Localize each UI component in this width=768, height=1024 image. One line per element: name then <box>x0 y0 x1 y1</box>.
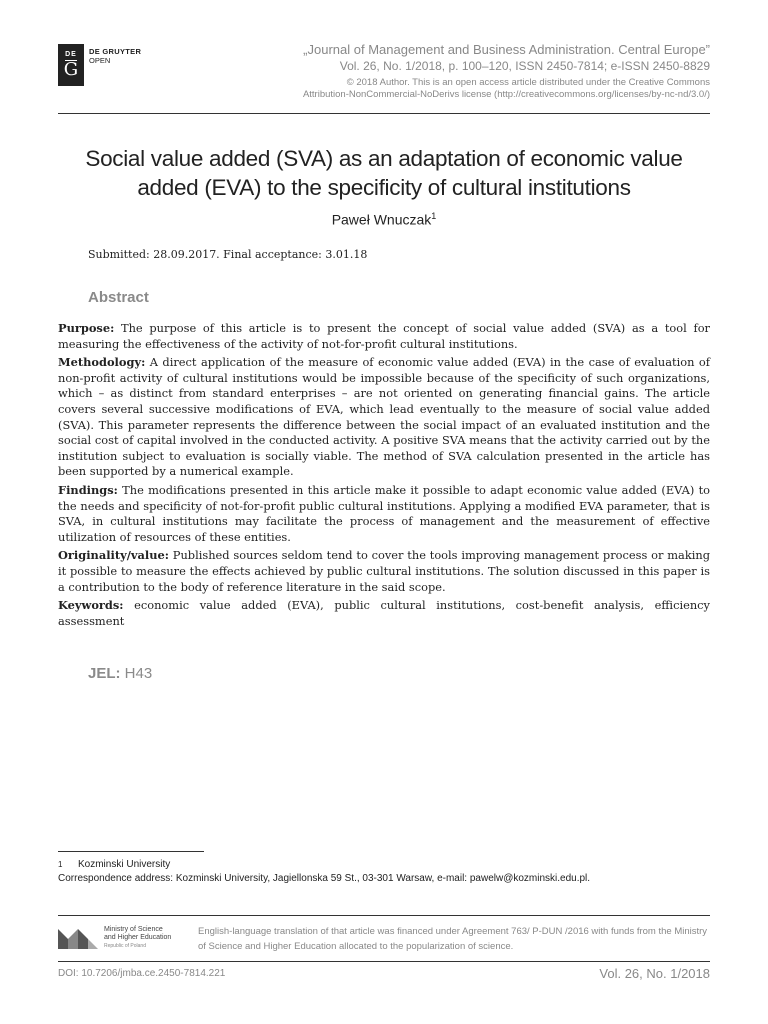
methodology-text: A direct application of the measure of economic value added (EVA) in the case of evaluation of non-profit activity of cultural institutions would be impossible because of the specificity of such organizations, which – as distinct from standard enterprises – are not oriented on generating financial gains. The article covers several successive modifications of EVA, which lead eventually to the measure of social value added (SVA). This parameter represents the difference between the social impact of an evaluated institution and the social cost of capital involved in the conducted activity. A positive SVA means that the activity carried out by the institution subject to evaluation is socially viable. The method of SVA calculation presented in the article has been supported by a numerical example. <box>58 355 710 479</box>
author-footnote-mark: 1 <box>431 211 437 221</box>
funding-divider-bottom <box>58 961 710 962</box>
purpose-text: The purpose of this article is to present the concept of social value added (SVA) as a tool for measuring the effectiveness of the activity of not-for-profit cultural institutions. <box>58 321 710 351</box>
degruyter-logo-icon <box>58 44 84 86</box>
ministry-logo <box>58 926 171 950</box>
author <box>0 211 768 228</box>
journal-name: „Journal of Management and Business Administration. Central Europe” <box>303 42 710 57</box>
footnote-affiliation <box>58 858 590 872</box>
jel-label: JEL: <box>88 665 121 682</box>
publisher-name-line1: DE GRUYTER <box>89 47 142 56</box>
license-line2: Attribution-NonCommercial-NoDerivs license (http://creativecommons.org/licenses/by-nc-nd/3.0/) <box>302 89 710 100</box>
publisher-name-line2: OPEN <box>89 56 111 65</box>
abstract-purpose <box>58 321 710 352</box>
license-note <box>303 77 710 101</box>
originality-label: Originality/value: <box>58 548 169 563</box>
footnote-correspondence: Correspondence address: Kozminski University, Jagiellonska 59 St., 03-301 Warsaw, e-mail: pawelw@kozminski.edu.pl. <box>58 873 591 884</box>
publisher-logo <box>58 44 141 86</box>
abstract-heading: Abstract <box>88 289 149 306</box>
title-line2: added (EVA) to the specificity of cultural institutions <box>137 175 631 200</box>
title-line1: Social value added (SVA) as an adaptation of economic value <box>85 146 683 171</box>
keywords-label: Keywords: <box>58 598 124 613</box>
article-title <box>40 144 728 202</box>
originality-text: Published sources seldom tend to cover the tools improving management process or making it possible to measure the effects achieved by public cultural institutions. The solution discussed in this paper is a contribution to the body of reference literature in the said scope. <box>58 548 710 594</box>
ministry-emblem-icon <box>58 927 98 949</box>
keywords-text: economic value added (EVA), public cultural institutions, cost-benefit analysis, efficiency assessment <box>58 598 710 628</box>
findings-label: Findings: <box>58 482 118 497</box>
submission-dates: Submitted: 28.09.2017. Final acceptance: 3.01.18 <box>88 248 368 261</box>
footnote <box>58 858 590 886</box>
journal-volume: Vol. 26, No. 1/2018, p. 100–120, ISSN 2450-7814; e-ISSN 2450-8829 <box>339 59 710 73</box>
logo-box-top: DE <box>65 51 77 61</box>
findings-text: The modifications presented in this article make it possible to adapt economic value added (EVA) to the needs and specificity of not-for-profit public cultural institutions. Applying a modified EVA parameter, that is SVA, in cultural institutions may facilitate the process of management and the measurement of effective utilization of resources of these entities. <box>58 482 710 544</box>
ministry-line2: and Higher Education <box>104 934 172 941</box>
footnote-affiliation-text: Kozminski University <box>78 859 171 870</box>
footer-volume: Vol. 26, No. 1/2018 <box>599 966 710 981</box>
abstract-findings <box>58 483 710 545</box>
header-divider <box>58 113 710 114</box>
jel-code: H43 <box>120 665 153 682</box>
author-name: Paweł Wnuczak <box>331 211 432 228</box>
license-line1: © 2018 Author. This is an open access article distributed under the Creative Commons <box>346 77 710 88</box>
funding-divider-top <box>58 915 710 916</box>
ministry-name <box>104 926 171 950</box>
abstract-body <box>58 321 710 632</box>
purpose-label: Purpose: <box>58 321 115 335</box>
abstract-methodology <box>58 355 710 480</box>
ministry-line3: Republic of Poland <box>104 943 146 949</box>
footnote-number: 1 <box>58 860 63 869</box>
ministry-line1: Ministry of Science <box>104 926 163 933</box>
funding-statement: English-language translation of that article was financed under Agreement 763/ P-DUN /2016 with funds from the Ministry of Science and Higher Education allocated to the popularization of science. <box>198 926 708 952</box>
doi[interactable]: DOI: 10.7206/jmba.ce.2450-7814.221 <box>58 968 226 979</box>
journal-header <box>303 42 710 101</box>
abstract-originality <box>58 548 710 595</box>
publisher-name <box>89 47 141 65</box>
footnote-divider <box>58 851 204 852</box>
methodology-label: Methodology: <box>58 355 146 370</box>
logo-box-bottom: G <box>63 59 79 80</box>
abstract-keywords <box>58 598 710 629</box>
jel-classification <box>88 665 152 682</box>
